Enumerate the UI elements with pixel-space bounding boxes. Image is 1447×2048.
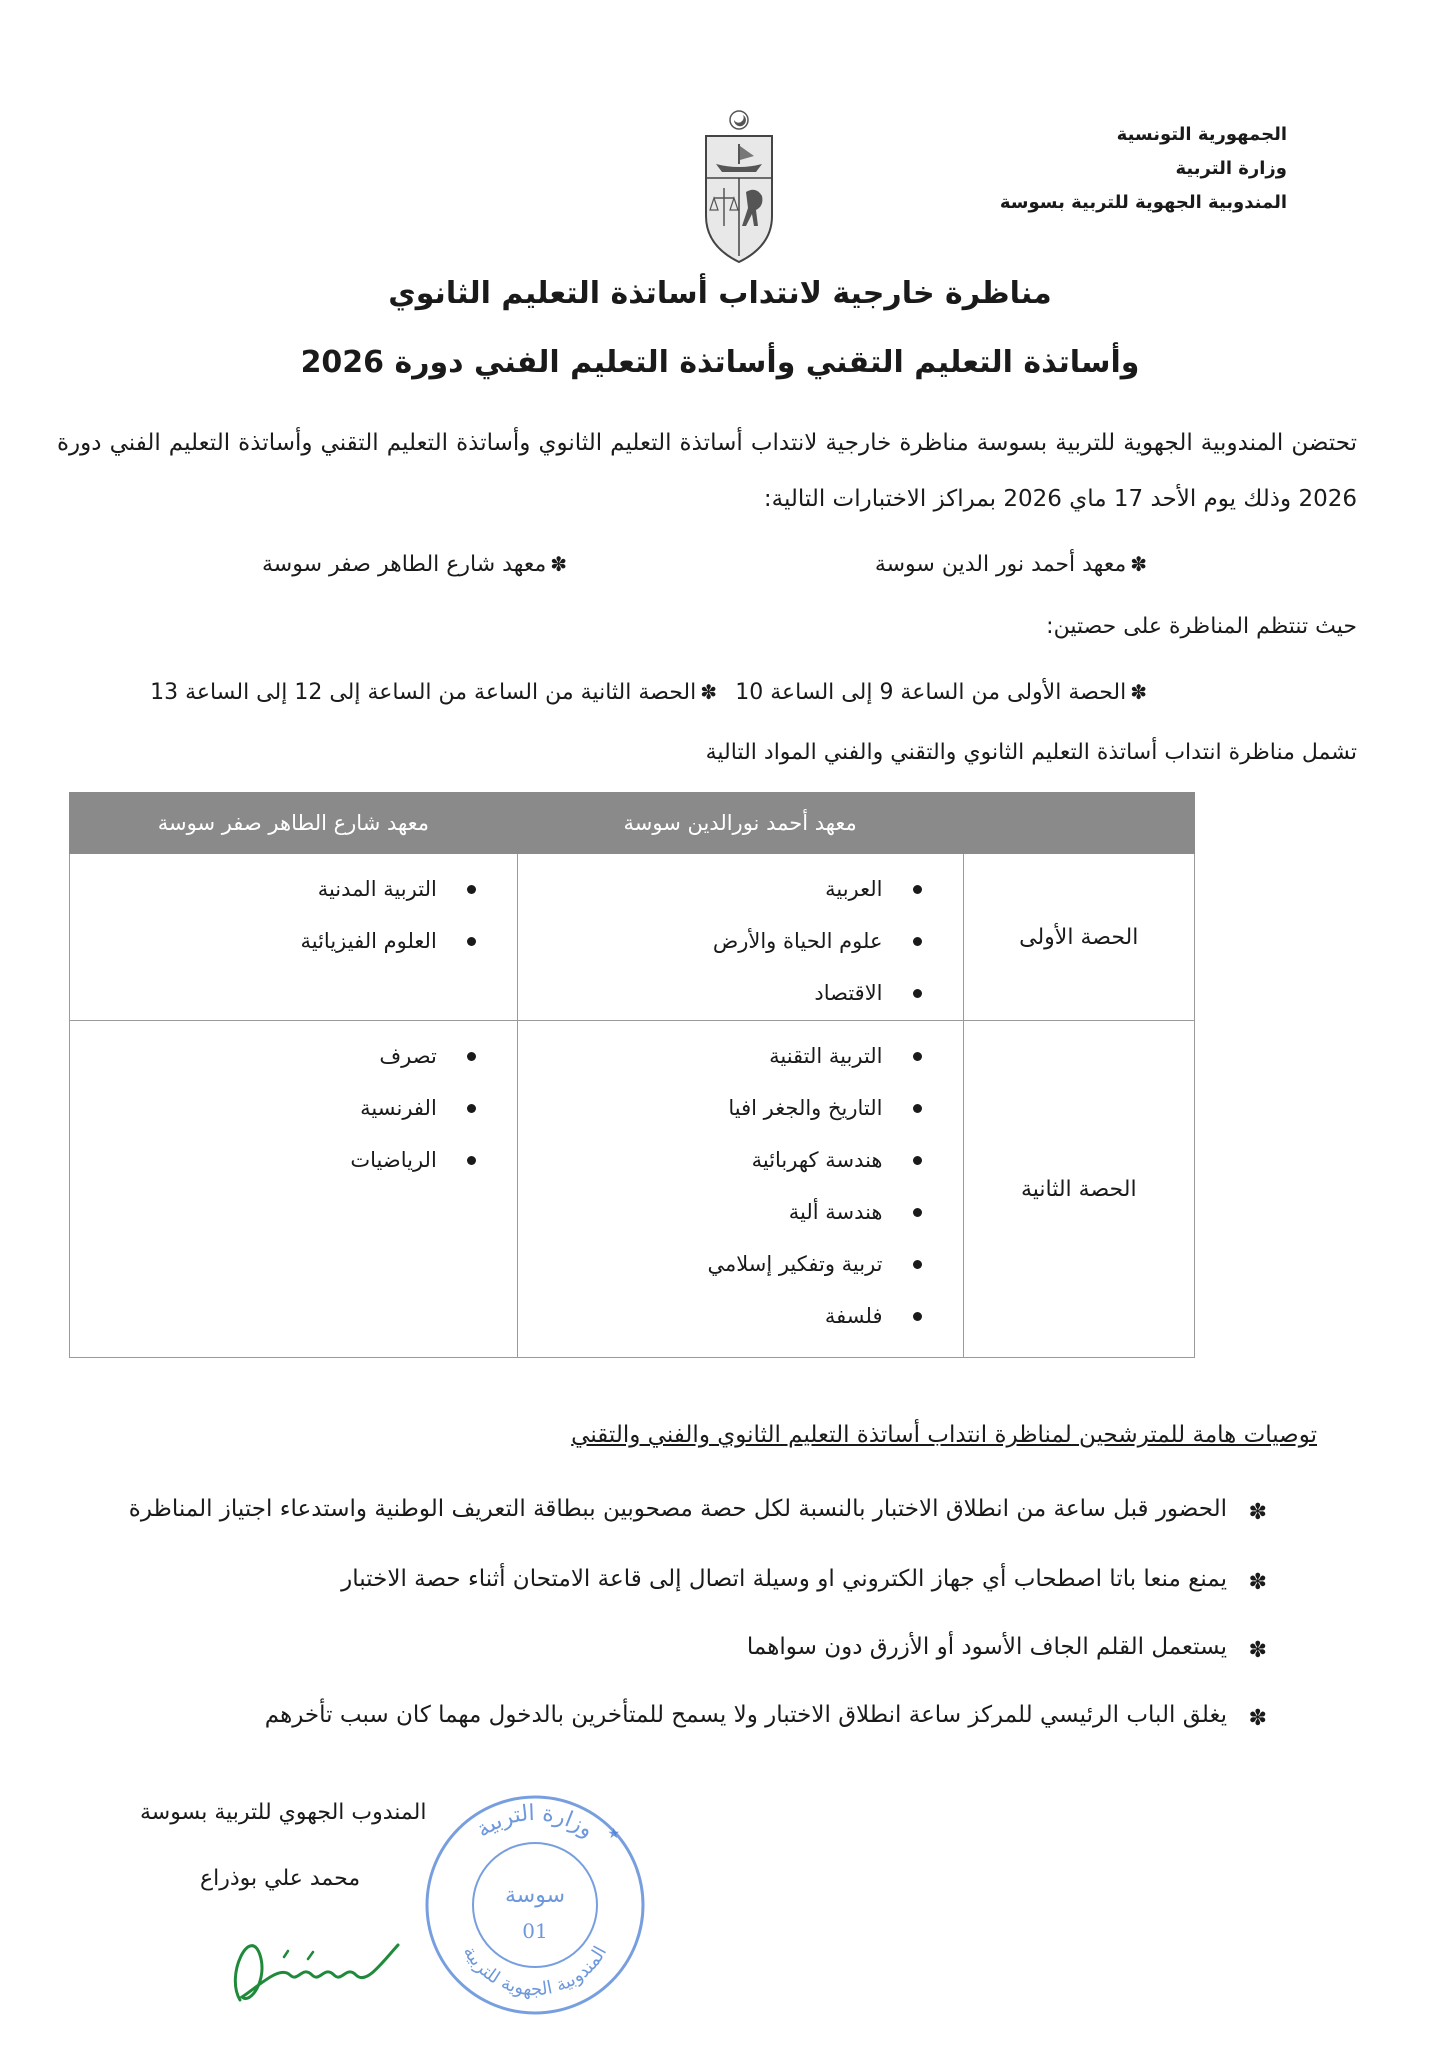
stamp-bottom-text: المندوبية الجهوية للتربية <box>458 1942 612 2001</box>
subjects-intro: تشمل مناظرة انتداب أساتذة التعليم الثانوي والتقني والفني المواد التالية <box>705 740 1357 765</box>
subject-label: التربية التقنية <box>769 1044 883 1068</box>
svg-text:المندوبية الجهوية للتربية <box>459 1943 611 2001</box>
tunisia-coat-of-arms-icon <box>700 106 778 266</box>
list-item <box>71 1134 476 1186</box>
handwritten-signature <box>220 1905 410 2015</box>
stamp-star-icon: ★ <box>607 1826 620 1842</box>
center-item-1 <box>875 552 1147 577</box>
bullet-dot-icon <box>913 989 922 998</box>
list-item <box>519 1134 922 1186</box>
official-stamp <box>420 1790 650 2020</box>
intro-paragraph: تحتضن المندوبية الجهوية للتربية بسوسة مناظرة خارجية لانتداب أساتذة التعليم الثانوي وأساتذة التعليم التقني وأساتذة التعليم الفني دورة 2026 وذلك يوم الأحد 17 ماي 2026 بمراكز الاختبارات التالية: <box>57 430 1357 512</box>
bullet-dot-icon <box>913 1260 922 1269</box>
subject-label: الرياضيات <box>350 1148 437 1172</box>
star-bullet-icon: ✽ <box>1130 680 1147 704</box>
bullet-dot-icon <box>913 1312 922 1321</box>
bullet-dot-icon <box>913 1052 922 1061</box>
list-item <box>519 967 922 1019</box>
commission-label: المندوبية الجهوية للتربية بسوسة <box>999 192 1287 213</box>
document-title-line2: وأساتذة التعليم التقني وأساتذة التعليم الفني دورة 2026 <box>300 345 1140 380</box>
center1-subjects-cell <box>517 854 963 1021</box>
recommendation-item: يغلق الباب الرئيسي للمركز ساعة انطلاق الاختبار ولا يسمح للمتأخرين بالدخول مهما كان سبب تأخرهم <box>264 1702 1227 1728</box>
subject-label: التاريخ والجغر افيا <box>728 1096 883 1120</box>
star-bullet-icon: ✽ <box>550 552 567 576</box>
subject-label: العربية <box>825 877 883 901</box>
list-item <box>71 1082 476 1134</box>
table-header-cell <box>963 793 1194 854</box>
table-header-cell: معهد شارع الطاهر صفر سوسة <box>70 793 518 854</box>
list-item <box>71 915 476 967</box>
bullet-dot-icon <box>913 937 922 946</box>
list-item <box>519 915 922 967</box>
star-bullet-icon: ✽ <box>1248 1500 1267 1525</box>
subject-label: الاقتصاد <box>814 981 883 1005</box>
session-time-2 <box>150 680 717 705</box>
bullet-dot-icon <box>913 1104 922 1113</box>
session-time-2-label: الحصة الثانية من الساعة من الساعة إلى 12 إلى الساعة 13 <box>150 680 697 705</box>
institution-header <box>1000 118 1287 220</box>
republic-label: الجمهورية التونسية <box>1116 124 1287 145</box>
session-time-1 <box>735 680 1147 705</box>
list-item <box>519 1290 922 1342</box>
table-header-row <box>70 793 1195 854</box>
list-item <box>71 863 476 915</box>
star-bullet-icon: ✽ <box>700 680 717 704</box>
star-bullet-icon: ✽ <box>1248 1570 1267 1595</box>
subject-label: هندسة ألية <box>788 1200 883 1224</box>
table-row <box>70 1021 1195 1358</box>
stamp-outer-text: وزارة التربية <box>471 1800 599 1843</box>
subject-list <box>71 863 516 967</box>
subject-list <box>71 1030 516 1186</box>
table-header-cell: معهد أحمد نورالدين سوسة <box>517 793 963 854</box>
center-label-1: معهد أحمد نور الدين سوسة <box>874 552 1127 577</box>
list-item <box>519 1186 922 1238</box>
sessions-intro: حيث تنتظم المناظرة على حصتين: <box>1046 614 1357 639</box>
bullet-dot-icon <box>467 1156 476 1165</box>
signatory-name: محمد علي بوذراع <box>200 1866 361 1891</box>
star-bullet-icon: ✽ <box>1248 1638 1267 1663</box>
recommendations-title: توصيات هامة للمترشحين لمناظرة انتداب أساتذة التعليم الثانوي والفني والتقني <box>571 1422 1317 1448</box>
subject-label: تصرف <box>379 1044 437 1068</box>
subject-list <box>519 1030 962 1342</box>
list-item <box>71 1030 476 1082</box>
recommendation-item: يستعمل القلم الجاف الأسود أو الأزرق دون سواهما <box>746 1634 1227 1660</box>
bullet-dot-icon <box>467 1052 476 1061</box>
bullet-dot-icon <box>913 885 922 894</box>
subject-label: التربية المدنية <box>317 877 437 901</box>
star-bullet-icon: ✽ <box>1248 1706 1267 1731</box>
subject-label: فلسفة <box>824 1304 883 1328</box>
subject-label: علوم الحياة والأرض <box>712 929 883 953</box>
session-time-1-label: الحصة الأولى من الساعة 9 إلى الساعة 10 <box>735 680 1127 705</box>
bullet-dot-icon <box>467 1104 476 1113</box>
subject-label: العلوم الفيزيائية <box>300 929 437 953</box>
list-item <box>519 1082 922 1134</box>
stamp-city: سوسة <box>504 1883 566 1908</box>
bullet-dot-icon <box>467 885 476 894</box>
recommendation-item: الحضور قبل ساعة من انطلاق الاختبار بالنسبة لكل حصة مصحوبين ببطاقة التعريف الوطنية واستدعاء اجتياز المناظرة <box>128 1496 1227 1522</box>
subject-label: الفرنسية <box>360 1096 437 1120</box>
list-item <box>519 863 922 915</box>
bullet-dot-icon <box>467 937 476 946</box>
subject-label: تربية وتفكير إسلامي <box>707 1252 883 1276</box>
center-item-2 <box>262 552 567 577</box>
session-cell: الحصة الأولى <box>963 854 1194 1021</box>
list-item <box>519 1238 922 1290</box>
bullet-dot-icon <box>913 1208 922 1217</box>
star-bullet-icon: ✽ <box>1130 552 1147 576</box>
stamp-code: 01 <box>522 1919 548 1943</box>
list-item <box>519 1030 922 1082</box>
subject-list <box>519 863 962 1019</box>
bullet-dot-icon <box>913 1156 922 1165</box>
subjects-table <box>69 792 1195 1358</box>
document-title-line1: مناظرة خارجية لانتداب أساتذة التعليم الثانوي <box>388 276 1052 311</box>
recommendation-item: يمنع منعا باتا اصطحاب أي جهاز الكتروني او وسيلة اتصال إلى قاعة الامتحان أثناء حصة الاختبار <box>341 1566 1227 1592</box>
session-cell: الحصة الثانية <box>963 1021 1194 1358</box>
signatory-title: المندوب الجهوي للتربية بسوسة <box>140 1800 427 1825</box>
center1-subjects-cell <box>517 1021 963 1358</box>
ministry-label: وزارة التربية <box>1175 158 1287 179</box>
subject-label: هندسة كهربائية <box>751 1148 883 1172</box>
center-label-2: معهد شارع الطاهر صفر سوسة <box>262 552 547 577</box>
center2-subjects-cell <box>70 1021 518 1358</box>
table-row <box>70 854 1195 1021</box>
center2-subjects-cell <box>70 854 518 1021</box>
